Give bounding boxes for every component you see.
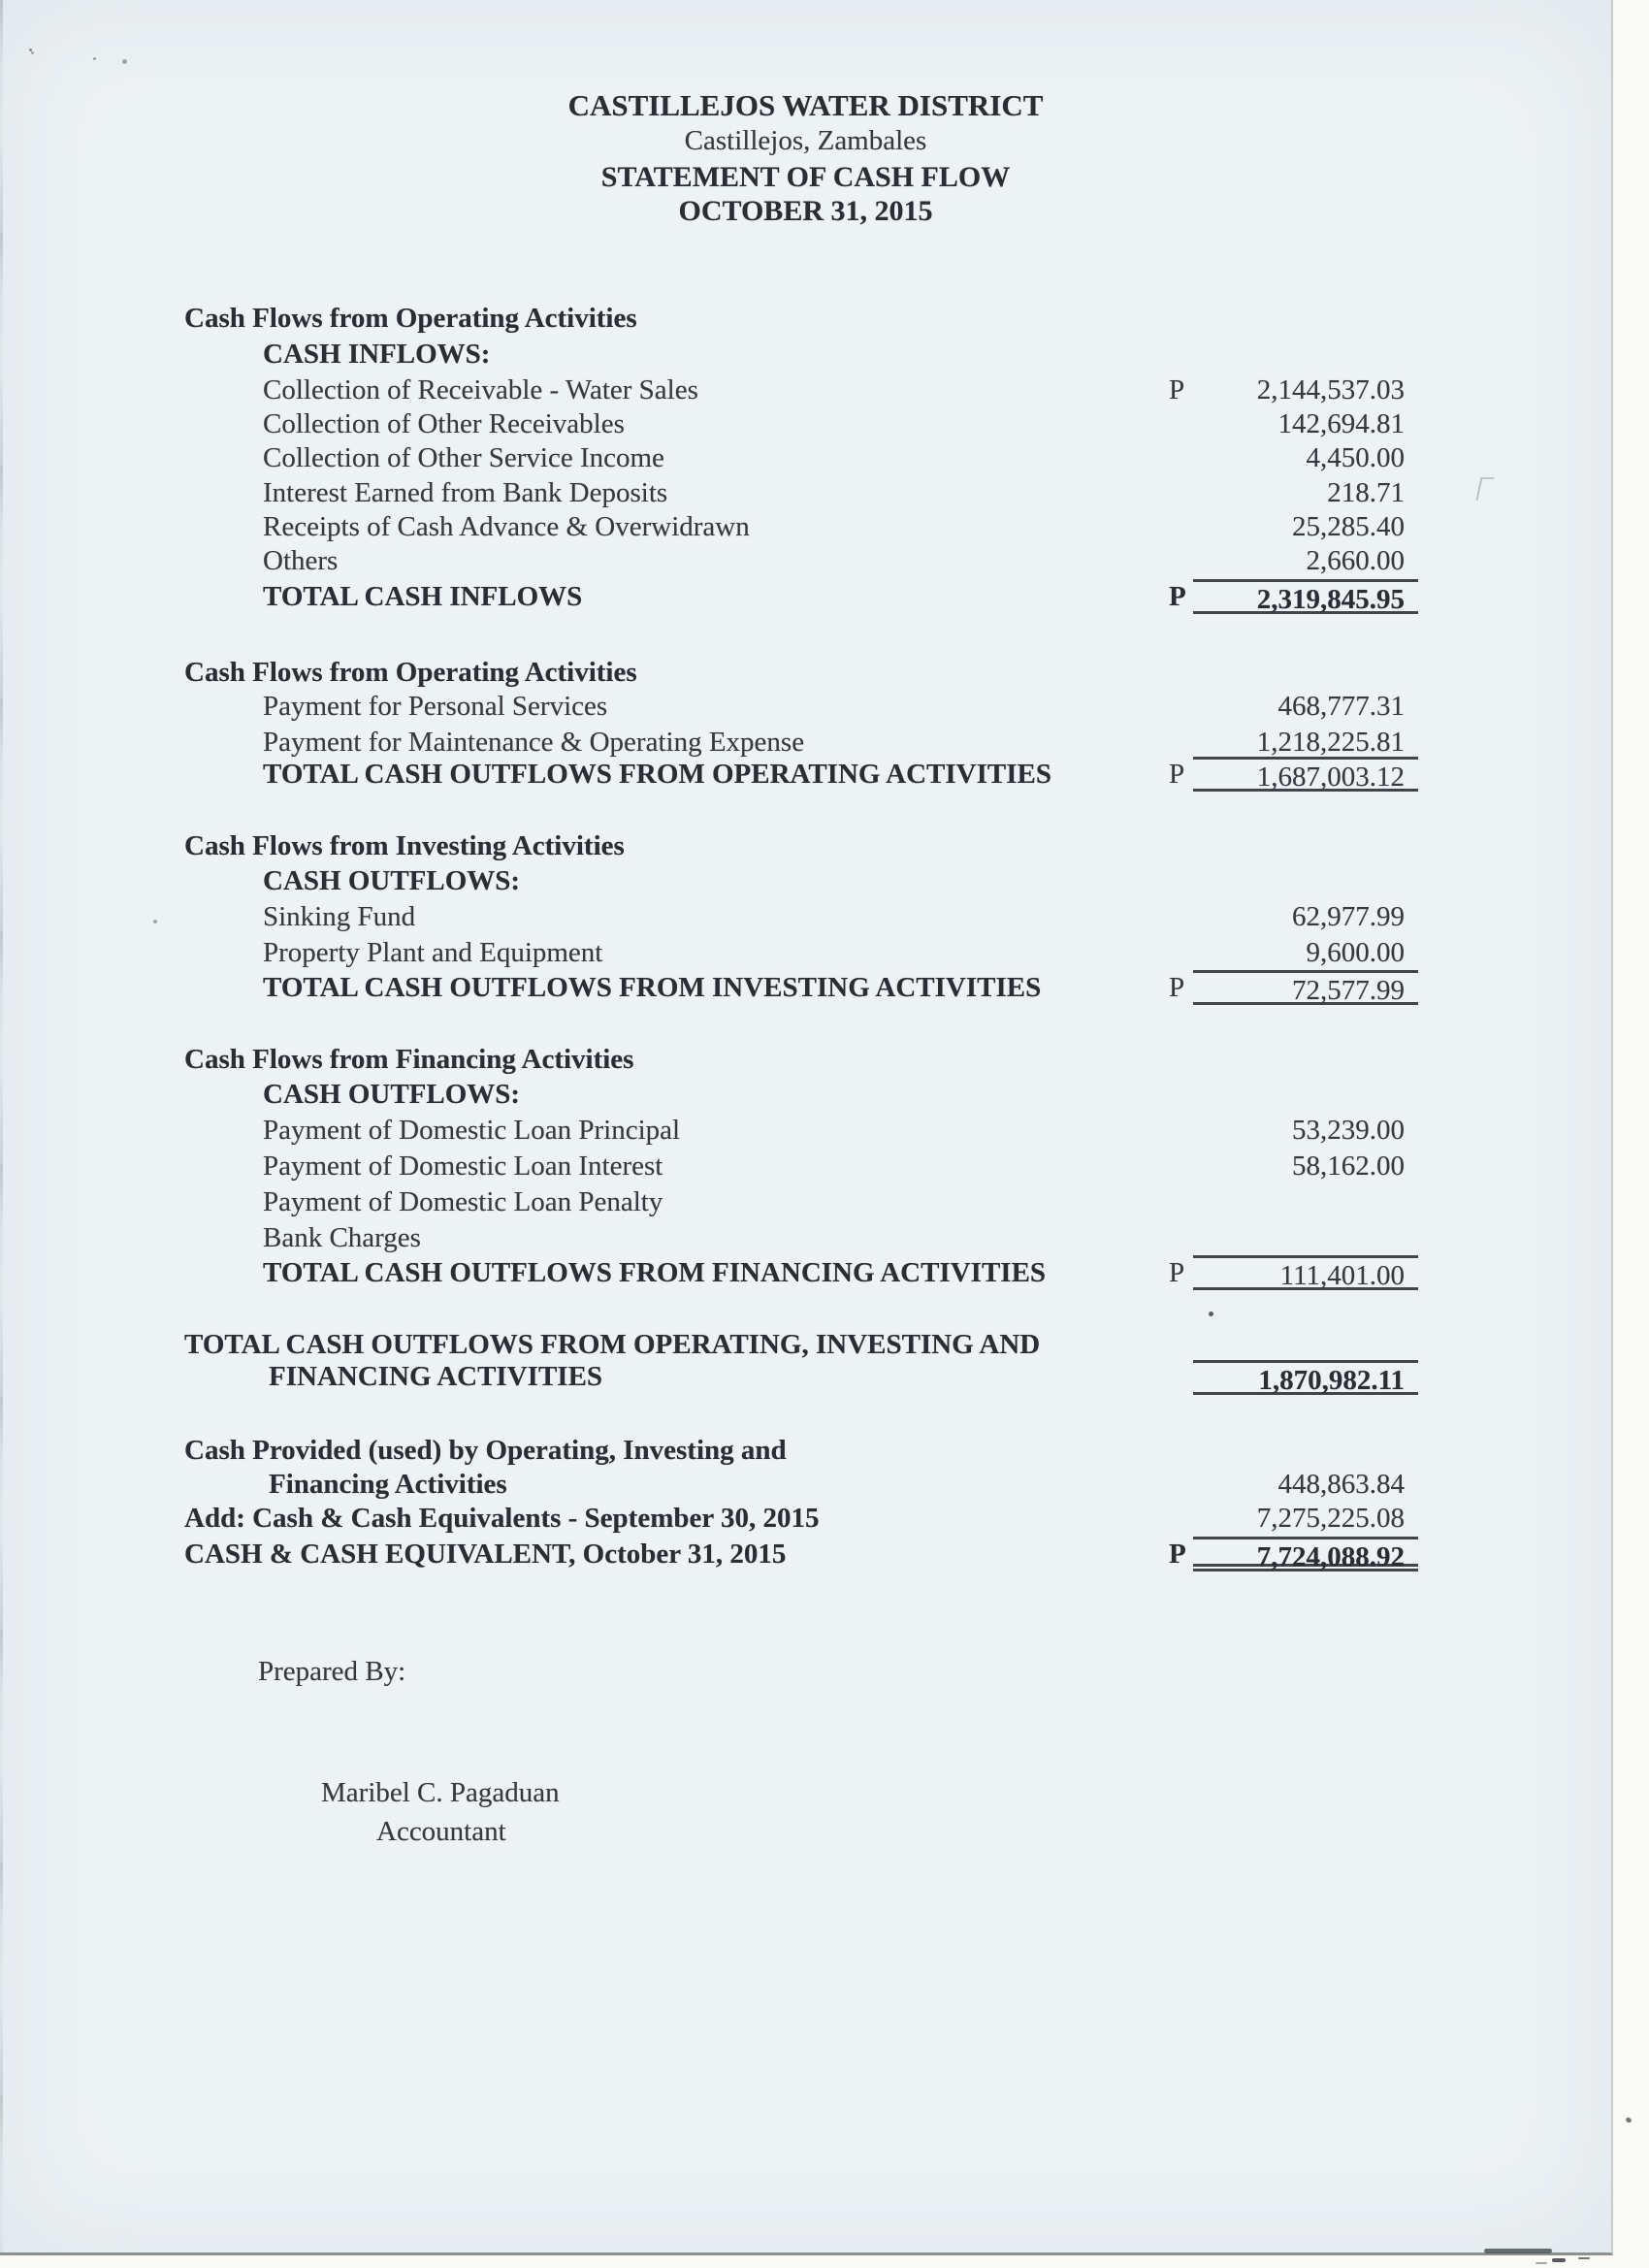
line-item-amount: 218.71 — [1327, 477, 1405, 508]
add-equivalents-label: Add: Cash & Cash Equivalents - September 30, 2015 — [184, 1503, 820, 1534]
currency-symbol: P — [1169, 1257, 1185, 1288]
currency-symbol: P — [1169, 581, 1186, 612]
group-label-row — [0, 863, 1611, 898]
line-item-label: Bank Charges — [263, 1222, 421, 1253]
line-item — [0, 1113, 1611, 1148]
combined-total-label-line1: TOTAL CASH OUTFLOWS FROM OPERATING, INVESTING AND — [184, 1329, 1041, 1360]
combined-total-line1 — [0, 1327, 1611, 1362]
line-item-amount — [1193, 1184, 1418, 1219]
signatory-name: Maribel C. Pagaduan — [321, 1777, 560, 1808]
section-header-label: Cash Flows from Operating Activities — [184, 657, 637, 688]
line-item-amount: 53,239.00 — [1292, 1115, 1405, 1146]
org-name: CASTILLEJOS WATER DISTRICT — [567, 88, 1044, 122]
line-item-label: Sinking Fund — [263, 901, 416, 932]
currency-symbol: P — [1169, 374, 1185, 405]
line-item-amount — [1193, 1220, 1418, 1255]
total-amount: 72,577.99 — [1193, 970, 1418, 1005]
line-item-amount: 468,777.31 — [1277, 691, 1405, 722]
line-item — [0, 543, 1611, 578]
total-label: TOTAL CASH OUTFLOWS FROM OPERATING ACTIVITIES — [263, 759, 1051, 790]
line-item-label: Property Plant and Equipment — [263, 937, 603, 968]
ending-balance-amount: 7,724,088.92 — [1193, 1537, 1418, 1571]
ending-balance-row — [0, 1537, 1611, 1571]
add-equivalents-amount: 7,275,225.08 — [1256, 1503, 1405, 1534]
line-item-label: Interest Earned from Bank Deposits — [263, 477, 668, 508]
cash-provided-line1 — [0, 1433, 1611, 1468]
line-item-label: Payment of Domestic Loan Interest — [263, 1150, 663, 1182]
line-item — [0, 935, 1611, 970]
combined-total-label-line2: FINANCING ACTIVITIES — [269, 1361, 603, 1392]
total-row — [0, 757, 1611, 792]
total-label: TOTAL CASH INFLOWS — [263, 581, 583, 612]
document-date: OCTOBER 31, 2015 — [678, 195, 933, 227]
total-label: TOTAL CASH OUTFLOWS FROM FINANCING ACTIVITIES — [263, 1257, 1047, 1288]
line-item-amount: 2,660.00 — [1306, 545, 1405, 576]
ending-balance-label: CASH & CASH EQUIVALENT, October 31, 2015 — [184, 1539, 787, 1570]
document-title: STATEMENT OF CASH FLOW — [600, 161, 1011, 193]
section-header — [0, 301, 1611, 336]
group-label-row — [0, 337, 1611, 372]
line-item-amount: 62,977.99 — [1292, 901, 1405, 932]
line-item — [0, 373, 1611, 407]
cash-provided-label-line2: Financing Activities — [269, 1469, 507, 1500]
scan-edge-artifact — [0, 0, 3, 2252]
prepared-by-label: Prepared By: — [258, 1656, 406, 1687]
scan-speck-artifact — [1625, 2117, 1633, 2124]
section-header-label: Cash Flows from Financing Activities — [184, 1044, 634, 1075]
signatory-name-row — [0, 1775, 1611, 1810]
prepared-by-row — [0, 1654, 1611, 1689]
line-item-label: Payment for Maintenance & Operating Expense — [263, 727, 805, 758]
scan-speck-artifact — [29, 49, 32, 51]
line-item — [0, 406, 1611, 441]
scan-speck-artifact — [1552, 2258, 1566, 2262]
cash-provided-amount: 448,863.84 — [1277, 1469, 1405, 1500]
currency-symbol: P — [1169, 1539, 1186, 1570]
line-item-label: Collection of Other Service Income — [263, 442, 664, 473]
cash-provided-label-line1: Cash Provided (used) by Operating, Investing and — [184, 1435, 787, 1466]
line-item-label: Receipts of Cash Advance & Overwidrawn — [263, 511, 750, 542]
section-header — [0, 1042, 1611, 1077]
line-item — [0, 899, 1611, 934]
signatory-role-row — [0, 1814, 1611, 1849]
line-item — [0, 440, 1611, 475]
line-item — [0, 509, 1611, 544]
currency-symbol: P — [1169, 759, 1185, 790]
section-header-label: Cash Flows from Operating Activities — [184, 303, 637, 334]
total-amount: 1,687,003.12 — [1193, 757, 1418, 792]
total-row — [0, 1255, 1611, 1290]
combined-total-amount: 1,870,982.11 — [1193, 1360, 1418, 1395]
group-label: CASH INFLOWS: — [263, 339, 491, 370]
line-item — [0, 1184, 1611, 1219]
combined-total-amount-row — [0, 1360, 1611, 1395]
line-item-amount: 58,162.00 — [1292, 1150, 1405, 1182]
line-item-amount: 25,285.40 — [1292, 511, 1405, 542]
scan-edge-artifact — [1484, 2249, 1552, 2253]
line-item — [0, 475, 1611, 510]
total-label: TOTAL CASH OUTFLOWS FROM INVESTING ACTIVITIES — [263, 972, 1042, 1003]
add-equivalents-row — [0, 1501, 1611, 1536]
total-amount: 111,401.00 — [1193, 1255, 1418, 1290]
org-location: Castillejos, Zambales — [684, 125, 927, 156]
line-item — [0, 1220, 1611, 1255]
line-item — [0, 725, 1611, 760]
group-label: CASH OUTFLOWS: — [263, 1079, 521, 1110]
line-item-label: Collection of Receivable - Water Sales — [263, 374, 698, 405]
line-item-label: Payment for Personal Services — [263, 691, 608, 722]
group-label-row — [0, 1077, 1611, 1112]
group-label: CASH OUTFLOWS: — [263, 865, 521, 896]
line-item-amount: 2,144,537.03 — [1256, 374, 1405, 405]
line-item-amount: 9,600.00 — [1306, 937, 1405, 968]
line-item-amount: 1,218,225.81 — [1256, 727, 1405, 758]
section-header — [0, 655, 1611, 690]
signatory-role: Accountant — [376, 1816, 506, 1847]
currency-symbol: P — [1169, 972, 1185, 1003]
total-amount: 2,319,845.95 — [1193, 579, 1418, 614]
scan-speck-artifact — [1209, 1312, 1213, 1316]
line-item-label: Collection of Other Receivables — [263, 408, 625, 439]
total-row — [0, 970, 1611, 1005]
line-item-amount: 4,450.00 — [1306, 442, 1405, 473]
total-row — [0, 579, 1611, 614]
line-item-amount: 142,694.81 — [1277, 408, 1405, 439]
line-item-label: Others — [263, 545, 339, 576]
line-item — [0, 689, 1611, 724]
section-header — [0, 828, 1611, 863]
line-item — [0, 1149, 1611, 1183]
section-header-label: Cash Flows from Investing Activities — [184, 830, 625, 861]
line-item-label: Payment of Domestic Loan Penalty — [263, 1186, 663, 1217]
scan-speck-artifact — [153, 920, 157, 923]
line-item-label: Payment of Domestic Loan Principal — [263, 1115, 681, 1146]
cash-provided-line2 — [0, 1467, 1611, 1502]
